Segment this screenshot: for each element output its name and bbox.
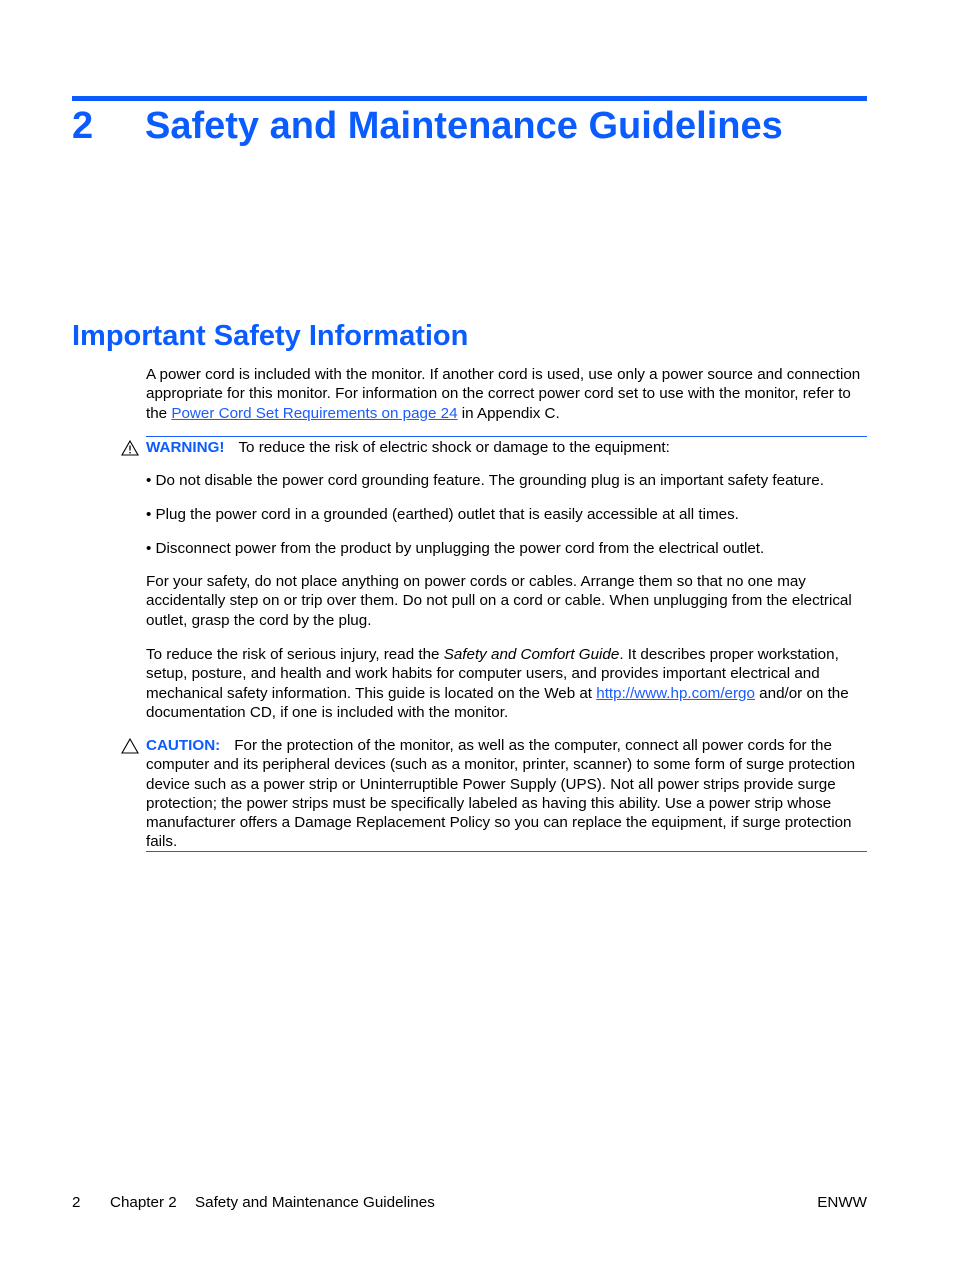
intro-paragraph bbox=[146, 365, 868, 423]
warning-text: To reduce the risk of electric shock or damage to the equipment: bbox=[238, 439, 670, 456]
warning-triangle-icon bbox=[121, 440, 139, 456]
warning-bullet-3: • Disconnect power from the product by unplugging the power cord from the electrical outlet. bbox=[146, 540, 765, 557]
warning-bullet-1: • Do not disable the power cord grounding feature. The grounding plug is an important safety feature. bbox=[146, 472, 824, 489]
safety-paragraph: For your safety, do not place anything on power cords or cables. Arrange them so that no one may accidentally step on or trip over them. Do not pull on a cord or cable. When unplugging from the electrical outlet, grasp the cord by the plug. bbox=[146, 573, 852, 629]
warning-bullet-2: • Plug the power cord in a grounded (earthed) outlet that is easily accessible at all times. bbox=[146, 506, 739, 523]
warning-label: WARNING! bbox=[146, 439, 225, 456]
chapter-title: Safety and Maintenance Guidelines bbox=[145, 105, 783, 147]
footer-chapter-label: Chapter 2 bbox=[110, 1194, 177, 1211]
guide-text-end: and/or on the documentation CD, if one is included with the monitor. bbox=[146, 684, 849, 721]
section-title: Important Safety Information bbox=[72, 320, 469, 352]
hp-ergo-link[interactable]: http://www.hp.com/ergo bbox=[596, 684, 755, 702]
power-cord-requirements-link[interactable]: Power Cord Set Requirements on page 24 bbox=[171, 404, 458, 422]
chapter-number: 2 bbox=[72, 105, 94, 147]
caution-text: For the protection of the monitor, as well as the computer, connect all power cords for the computer and its peripheral devices (such as a monitor, printer, scanner) to some form of surge protection device such as a power strip or Uninterruptible Power Supply (UPS). Not all power strips provide surge protection; the power strips must be specifically labeled as having this ability. Use a power strip whose manufacturer offers a Damage Replacement Policy so you can replace the equipment, if surge protection fails. bbox=[146, 737, 856, 851]
intro-text: A power cord is included with the monitor. If another cord is used, use only a power source and connection appropriate for this monitor. For information on the correct power cord set to use with the monitor, refer to the bbox=[146, 366, 861, 422]
guide-text: To reduce the risk of serious injury, read the bbox=[146, 646, 444, 663]
chapter-rule bbox=[72, 96, 867, 101]
chapter-heading bbox=[72, 103, 783, 149]
guide-paragraph bbox=[146, 645, 868, 722]
footer-page-number: 2 bbox=[72, 1194, 81, 1211]
footer-chapter-title: Safety and Maintenance Guidelines bbox=[195, 1194, 435, 1211]
warning-note bbox=[146, 438, 867, 457]
caution-triangle-icon bbox=[121, 738, 139, 754]
warning-top-rule bbox=[146, 436, 867, 437]
footer-enww: ENWW bbox=[817, 1194, 867, 1211]
caution-bottom-rule bbox=[146, 851, 867, 852]
guide-text-middle: . It describes proper workstation, setup, posture, and health and work habits for computer users, and provides important electrical and mechanical safety information. This guide is located on the Web at bbox=[146, 646, 839, 702]
intro-text-end: in Appendix C. bbox=[457, 404, 560, 422]
caution-note bbox=[146, 736, 867, 852]
guide-title: Safety and Comfort Guide bbox=[443, 646, 620, 663]
caution-label: CAUTION: bbox=[146, 737, 221, 754]
